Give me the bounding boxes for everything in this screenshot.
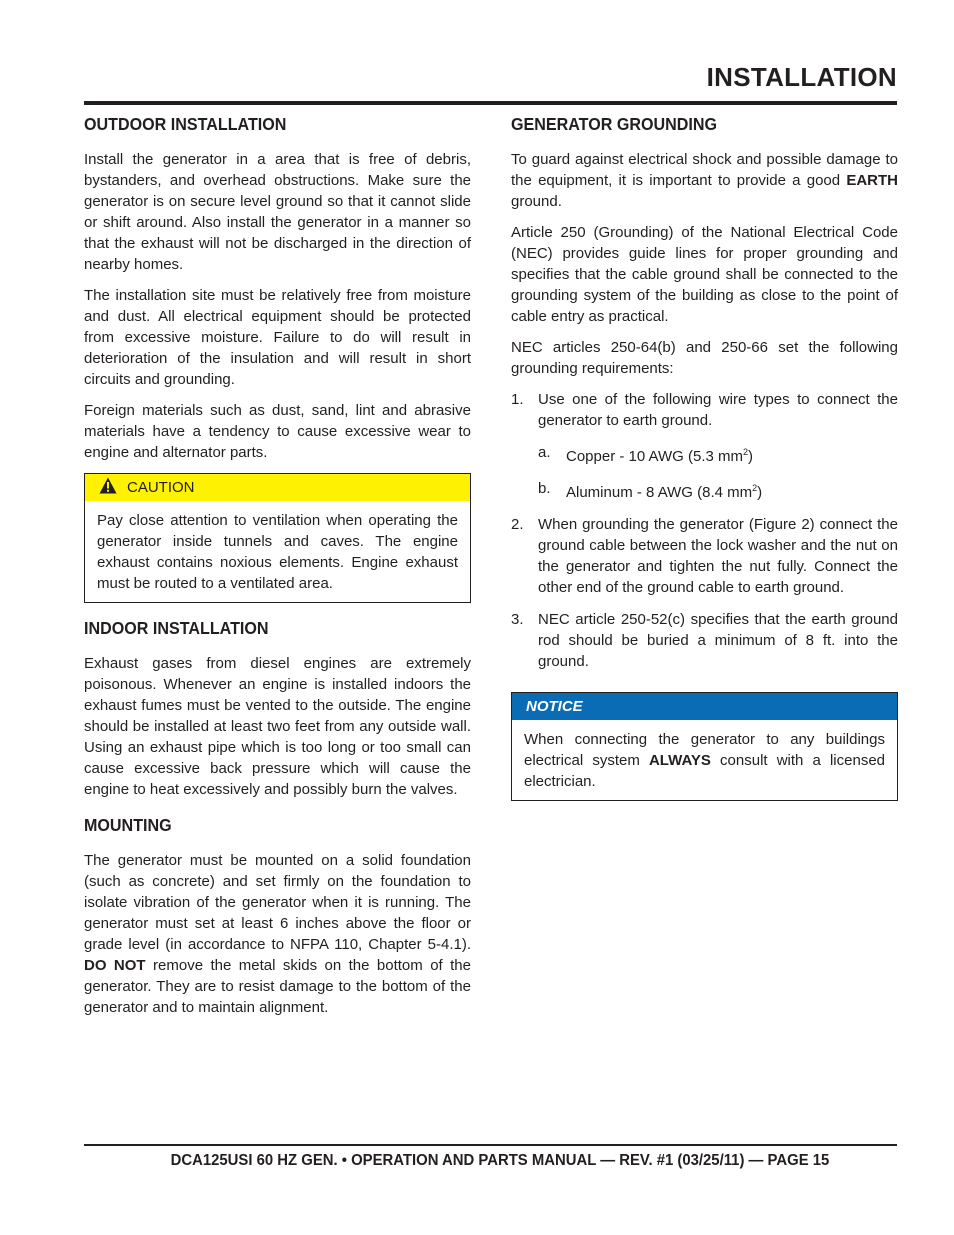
page-footer: DCA125USI 60 HZ GEN. • OPERATION AND PARTS MANUAL — REV. #1 (03/25/11) — PAGE 15 — [170, 1152, 829, 1169]
grounding-requirements-list — [511, 389, 898, 672]
notice-text-bold: ALWAYS — [648, 752, 711, 769]
list-text: When grounding the generator (Figure 2) connect the ground cable between the lock washer and the nut on the generator and tighten the nut fully. Connect the other end of the ground cable to earth ground. — [538, 516, 898, 596]
outdoor-paragraph-3: Foreign materials such as dust, sand, lint and abrasive materials have a tendency to cause excessive wear to engine and alternator parts. — [84, 402, 471, 461]
list-text: Use one of the following wire types to connect the generator to earth ground. — [538, 391, 898, 429]
sub-list-text: Aluminum - 8 AWG (8.4 mm — [566, 484, 753, 501]
notice-text-start: When connecting the generator to any buildings electrical system — [524, 731, 885, 769]
header-rule — [84, 101, 897, 105]
outdoor-paragraph-2: The installation site must be relatively free from moisture and dust. All electrical equipment should be protected from excessive moisture. Failure to do will result in deterioration of the insulation and will result in short circuits and grounding. — [84, 287, 471, 388]
sub-list-item — [538, 478, 898, 503]
indoor-installation-heading: INDOOR INSTALLATION — [84, 618, 269, 638]
caution-header — [85, 474, 470, 501]
grounding-p1-start: To guard against electrical shock and possible damage to the equipment, it is important to provide a good — [511, 151, 898, 189]
mounting-text-bold: DO NOT — [84, 957, 146, 974]
sub-list-text-end: ) — [757, 484, 763, 501]
indoor-paragraph: Exhaust gases from diesel engines are extremely poisonous. Whenever an engine is installed indoors the exhaust fumes must be vented to the outside. The engine should be installed at least two feet from any outside wall. Using an exhaust pipe which is too long or too small can cause excessive back pressure which will cause the engine to heat excessively and possibly burn the valves. — [84, 655, 471, 798]
grounding-paragraph-1 — [511, 149, 898, 212]
outdoor-paragraph-1: Install the generator in a area that is free of debris, bystanders, and overhead obstructions. Make sure the generator is on secure level ground so that it cannot slide or shift around. Also install the generator in a manner so that the exhaust will not be discharged in the direction of nearby homes. — [84, 151, 471, 273]
warning-triangle-icon — [99, 477, 117, 494]
mounting-text-end: remove the metal skids on the bottom of the generator. They are to resist damage to the bottom of the generator and to maintain alignment. — [84, 957, 471, 1016]
sub-list-text: Copper - 10 AWG (5.3 mm — [566, 448, 743, 465]
superscript: 2 — [752, 483, 758, 493]
grounding-paragraph-2: Article 250 (Grounding) of the National Electrical Code (NEC) provides guide lines for proper grounding and specifies that the cable ground shall be connected to the grounding system of the building as close to the point of cable entry as practical. — [511, 224, 898, 325]
notice-text — [524, 729, 885, 792]
notice-box — [511, 692, 898, 801]
sub-list-letter: b. — [538, 480, 551, 497]
sub-list-text-end: ) — [748, 448, 754, 465]
list-number: 2. — [511, 516, 524, 533]
page-title: INSTALLATION — [706, 62, 897, 92]
list-text: NEC article 250-52(c) specifies that the earth ground rod should be buried a minimum of 8 ft. into the ground. — [538, 611, 898, 670]
mounting-heading: MOUNTING — [84, 815, 172, 835]
mounting-paragraph — [84, 850, 471, 1018]
list-item — [511, 389, 898, 503]
notice-label: NOTICE — [526, 698, 583, 715]
sub-list-letter: a. — [538, 444, 551, 461]
list-number: 1. — [511, 391, 524, 408]
superscript: 2 — [743, 447, 749, 457]
sub-list-item — [538, 442, 898, 467]
list-number: 3. — [511, 611, 524, 628]
list-item — [511, 514, 898, 598]
notice-header — [512, 693, 897, 720]
caution-label: CAUTION — [127, 479, 195, 496]
list-item — [511, 609, 898, 672]
generator-grounding-heading: GENERATOR GROUNDING — [511, 114, 718, 134]
caution-text: Pay close attention to ventilation when operating the generator inside tunnels and caves. The engine exhaust contains noxious elements. Engine exhaust must be routed to a ventilated area. — [97, 512, 458, 592]
left-column — [84, 113, 471, 1028]
footer-rule — [84, 1144, 897, 1146]
notice-text-end: consult with a licensed electrician. — [524, 752, 886, 790]
grounding-p1-bold: EARTH — [846, 172, 898, 189]
grounding-p1-end: ground. — [511, 193, 562, 210]
outdoor-installation-heading: OUTDOOR INSTALLATION — [84, 114, 287, 134]
mounting-text-start: The generator must be mounted on a solid foundation (such as concrete) and set firmly on the foundation to isolate vibration of the generator when it is running. The generator must set at least 6 inches above the floor or grade level (in accordance to NFPA 110, Chapter 5-4.1). — [84, 852, 471, 953]
caution-box — [84, 473, 471, 603]
grounding-paragraph-3: NEC articles 250-64(b) and 250-66 set the following grounding requirements: — [511, 339, 898, 377]
right-column — [511, 113, 898, 815]
